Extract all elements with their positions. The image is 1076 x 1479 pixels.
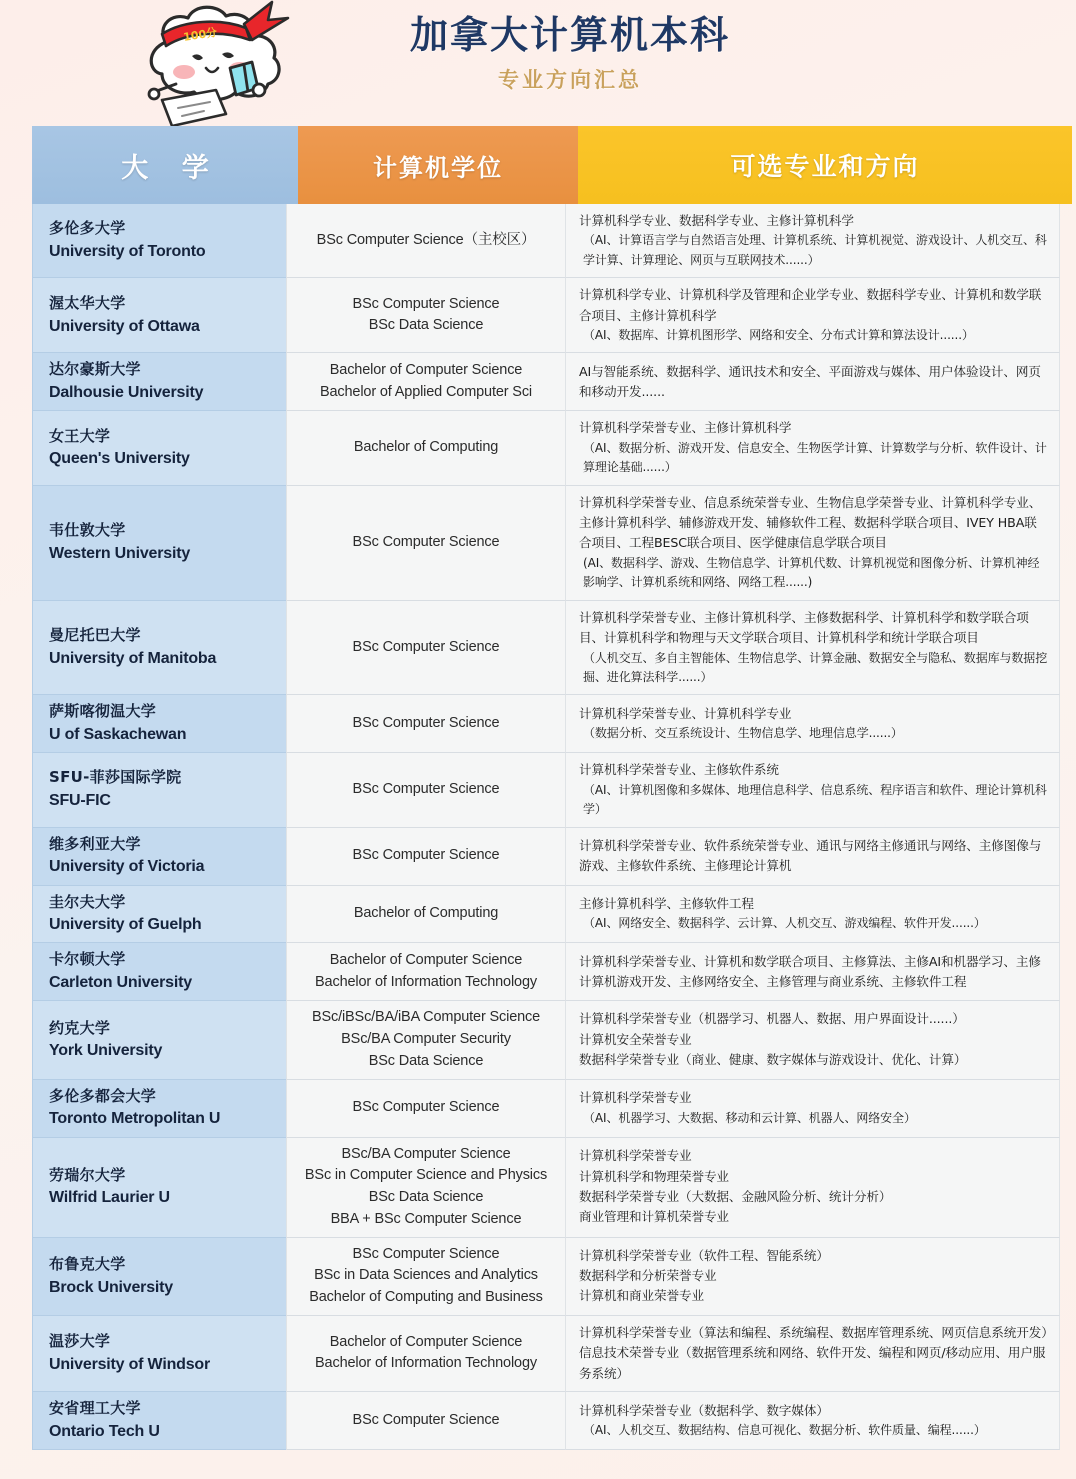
- degree-line: BSc Computer Science: [352, 847, 500, 864]
- degree-line: BSc Computer Science: [352, 1099, 500, 1116]
- column-header-degree: 计算机学位: [298, 126, 578, 204]
- university-name-cn: 渥太华大学: [49, 293, 126, 312]
- major-line: 主修计算机科学、主修软件工程: [579, 896, 754, 912]
- university-cell: [32, 1238, 286, 1316]
- university-name-cn: 约克大学: [49, 1018, 111, 1037]
- degree-line: BSc Computer Science（主校区）: [316, 231, 536, 248]
- major-line: 计算机科学荣誉专业: [579, 1090, 692, 1106]
- major-line: 计算机科学专业、计算机科学及管理和企业学专业、数据科学专业、计算机和数学联合项目、主修计算机科学: [579, 287, 1042, 323]
- degree-cell: [286, 411, 566, 485]
- major-line: 计算机科学荣誉专业、主修计算机科学、主修数据科学、计算机科学和数学联合项目、计算机科学和物理与天文学联合项目、计算机科学和统计学联合项目: [579, 609, 1029, 646]
- university-name-en: U of Saskachewan: [49, 726, 187, 744]
- major-line: (AI、数据科学、游戏、生物信息学、计算机代数、计算机视觉和图像分析、计算机神经影响学、计算机系统和网络、网络工程......): [583, 555, 1040, 590]
- major-line: 计算机科学荣誉专业、主修计算机科学: [579, 420, 792, 436]
- table-row: [32, 753, 1060, 827]
- major-line: 计算机科学荣誉专业: [579, 1148, 692, 1164]
- major-line: 计算机科学荣誉专业（机器学习、机器人、数据、用户界面设计......）: [579, 1011, 965, 1027]
- university-name-cn: 多伦多都会大学: [49, 1086, 157, 1105]
- majors-cell: [566, 695, 1060, 753]
- table-row: [32, 486, 1060, 601]
- column-header-majors: 可选专业和方向: [578, 126, 1072, 204]
- major-line: 计算机科学荣誉专业、软件系统荣誉专业、通讯与网络主修通讯与网络、主修图像与游戏、主修软件系统、主修理论计算机: [579, 837, 1042, 874]
- degree-line: Bachelor of Computing: [353, 905, 499, 922]
- degree-line: Bachelor of Computing and Business: [309, 1289, 543, 1306]
- degree-cell: [286, 753, 566, 827]
- university-name-en: Western University: [49, 544, 191, 562]
- major-line: （AI、人机交互、数据结构、信息可视化、数据分析、软件质量、编程......）: [583, 1422, 986, 1437]
- degree-line: Bachelor of Computing: [353, 439, 499, 456]
- major-line: （AI、计算机图像和多媒体、地理信息科学、信息系统、程序语言和软件、理论计算机科学）: [583, 782, 1047, 817]
- university-cell: [32, 1138, 286, 1238]
- table-row: [32, 278, 1060, 353]
- majors-cell: [566, 1080, 1060, 1138]
- degree-cell: [286, 886, 566, 944]
- major-line: 计算机科学和物理荣誉专业: [579, 1168, 729, 1184]
- major-line: （AI、数据库、计算机图形学、网络和安全、分布式计算和算法设计......）: [583, 328, 974, 343]
- university-name-en: University of Manitoba: [49, 649, 217, 667]
- majors-cell: [566, 353, 1060, 411]
- majors-cell: [566, 486, 1060, 601]
- majors-cell: [566, 1138, 1060, 1238]
- degree-line: Bachelor of Computer Science: [329, 1333, 523, 1350]
- university-name-cn: 安省理工大学: [49, 1399, 141, 1418]
- degree-cell: [286, 828, 566, 886]
- university-name-en: York University: [49, 1042, 163, 1060]
- degree-line: BSc Computer Science: [352, 781, 500, 798]
- degree-line: Bachelor of Information Technology: [315, 1355, 537, 1372]
- majors-cell: [566, 886, 1060, 944]
- table-row: [32, 1238, 1060, 1316]
- majors-cell: [566, 1001, 1060, 1079]
- degree-cell: [286, 278, 566, 353]
- degree-cell: [286, 601, 566, 696]
- majors-cell: [566, 601, 1060, 696]
- degree-line: BSc Data Science: [368, 1189, 484, 1206]
- university-cell: [32, 943, 286, 1001]
- majors-cell: [566, 278, 1060, 353]
- table-row: [32, 411, 1060, 485]
- university-name-cn: 温莎大学: [49, 1331, 111, 1350]
- university-name-en: Wilfrid Laurier U: [49, 1189, 170, 1207]
- major-line: 计算机科学荣誉专业、计算机和数学联合项目、主修算法、主修AI和机器学习、主修计算机游戏开发、主修网络安全、主修管理与商业系统、主修软件工程: [579, 953, 1041, 989]
- table-row: [32, 601, 1060, 696]
- degree-line: BSc Computer Science: [352, 1411, 500, 1428]
- university-name-en: Ontario Tech U: [49, 1422, 160, 1440]
- table-row: [32, 1001, 1060, 1079]
- majors-cell: [566, 943, 1060, 1001]
- degree-line: BSc Data Science: [368, 1052, 484, 1069]
- majors-cell: [566, 1392, 1060, 1450]
- degree-line: BSc in Computer Science and Physics: [304, 1167, 548, 1184]
- degree-line: BSc/BA Computer Security: [341, 1031, 511, 1048]
- degree-cell: [286, 1080, 566, 1138]
- degree-cell: [286, 1238, 566, 1316]
- headband-label: 100分: [182, 25, 219, 44]
- university-name-cn: 韦仕敦大学: [49, 521, 126, 540]
- university-name-cn: 曼尼托巴大学: [49, 626, 141, 645]
- majors-cell: [566, 1238, 1060, 1316]
- major-line: （AI、网络安全、数据科学、云计算、人机交互、游戏编程、软件开发......）: [583, 916, 986, 931]
- university-name-cn: 萨斯喀彻温大学: [49, 702, 157, 721]
- degree-line: BSc Computer Science: [352, 714, 500, 731]
- table-header-row: [32, 126, 1060, 204]
- programs-table: [32, 126, 1060, 1450]
- major-line: 计算机科学荣誉专业、信息系统荣誉专业、生物信息学荣誉专业、计算机科学专业、主修计算机科学、辅修游戏开发、辅修软件工程、数据科学联合项目、IVEY HBA联合项目、工程BESC联合项目、医学健康信息学联合项目: [579, 494, 1042, 551]
- degree-line: BSc Computer Science: [352, 295, 500, 312]
- degree-cell: [286, 1138, 566, 1238]
- column-header-university: 大 学: [32, 126, 298, 204]
- university-cell: [32, 1001, 286, 1079]
- degree-cell: [286, 204, 566, 278]
- university-name-en: SFU-FIC: [49, 792, 111, 810]
- major-line: 商业管理和计算机荣誉专业: [579, 1209, 729, 1225]
- university-name-en: University of Ottawa: [49, 317, 200, 335]
- major-line: 计算机科学荣誉专业、主修软件系统: [579, 762, 779, 778]
- university-name-cn: 劳瑞尔大学: [49, 1165, 126, 1184]
- major-line: 计算机科学荣誉专业、计算机科学专业: [579, 705, 792, 721]
- page-subtitle: 专业方向汇总: [498, 67, 642, 92]
- table-row: [32, 1138, 1060, 1238]
- table-row: [32, 828, 1060, 886]
- degree-cell: [286, 486, 566, 601]
- major-line: （AI、计算语言学与自然语言处理、计算机系统、计算机视觉、游戏设计、人机交互、科学计算、计算理论、网页与互联网技术......）: [583, 233, 1047, 267]
- title-block: [340, 14, 800, 94]
- university-name-en: Queen's University: [49, 450, 190, 468]
- university-name-en: University of Guelph: [49, 916, 202, 934]
- major-line: （AI、机器学习、大数据、移动和云计算、机器人、网络安全）: [583, 1110, 916, 1125]
- degree-line: BSc/BA Computer Science: [341, 1145, 511, 1162]
- major-line: AI与智能系统、数据科学、通讯技术和安全、平面游戏与媒体、用户体验设计、网页和移动开发......: [579, 363, 1041, 399]
- table-row: [32, 1392, 1060, 1450]
- degree-line: BSc Computer Science: [352, 638, 500, 655]
- university-name-en: University of Toronto: [49, 242, 206, 260]
- major-line: 数据科学和分析荣誉专业: [579, 1268, 717, 1284]
- university-cell: [32, 886, 286, 944]
- university-name-en: University of Victoria: [49, 858, 205, 876]
- major-line: （数据分析、交互系统设计、生物信息学、地理信息学......）: [583, 726, 903, 741]
- major-line: 信息技术荣誉专业（数据管理系统和网络、软件开发、编程和网页/移动应用、用户服务系统）: [579, 1345, 1046, 1381]
- table-row: [32, 943, 1060, 1001]
- table-row: [32, 1316, 1060, 1392]
- majors-cell: [566, 828, 1060, 886]
- degree-line: BSc Computer Science: [352, 533, 500, 550]
- university-name-en: Toronto Metropolitan U: [49, 1110, 221, 1128]
- majors-cell: [566, 204, 1060, 278]
- university-cell: [32, 695, 286, 753]
- university-cell: [32, 204, 286, 278]
- major-line: 计算机科学专业、数据科学专业、主修计算机科学: [579, 213, 854, 228]
- major-line: 计算机安全荣誉专业: [579, 1031, 692, 1047]
- major-line: 计算机和商业荣誉专业: [579, 1288, 704, 1304]
- table-body: [32, 204, 1060, 1450]
- university-cell: [32, 278, 286, 353]
- degree-line: Bachelor of Computer Science: [329, 362, 523, 379]
- university-cell: [32, 1392, 286, 1450]
- university-name-cn: 女王大学: [49, 426, 111, 445]
- university-name-cn: 达尔豪斯大学: [49, 360, 141, 379]
- university-cell: [32, 601, 286, 696]
- degree-line: BSc Data Science: [368, 317, 484, 334]
- university-cell: [32, 353, 286, 411]
- table-row: [32, 353, 1060, 411]
- mascot-icon: [96, 0, 316, 131]
- table-row: [32, 204, 1060, 278]
- university-name-cn: 布鲁克大学: [49, 1254, 126, 1273]
- university-name-cn: 卡尔顿大学: [49, 950, 126, 969]
- majors-cell: [566, 411, 1060, 485]
- university-cell: [32, 1080, 286, 1138]
- university-name-en: Carleton University: [49, 974, 192, 992]
- degree-line: BSc/iBSc/BA/iBA Computer Science: [311, 1009, 541, 1026]
- table-row: [32, 886, 1060, 944]
- university-name-en: University of Windsor: [49, 1355, 211, 1373]
- major-line: （人机交互、多自主智能体、生物信息学、计算金融、数据安全与隐私、数据库与数据挖掘、进化算法科学......）: [583, 650, 1048, 684]
- university-cell: [32, 411, 286, 485]
- major-line: 数据科学荣誉专业（大数据、金融风险分析、统计分析）: [579, 1189, 892, 1205]
- university-cell: [32, 753, 286, 827]
- degree-line: BSc Computer Science: [352, 1245, 500, 1262]
- table-row: [32, 695, 1060, 753]
- degree-line: Bachelor of Information Technology: [315, 973, 537, 990]
- university-name-cn: 圭尔夫大学: [49, 892, 126, 911]
- degree-line: BBA + BSc Computer Science: [330, 1210, 522, 1227]
- degree-line: BSc in Data Sciences and Analytics: [314, 1267, 538, 1284]
- major-line: 计算机科学荣誉专业（算法和编程、系统编程、数据库管理系统、网页信息系统开发）: [579, 1324, 1054, 1340]
- majors-cell: [566, 1316, 1060, 1392]
- university-cell: [32, 486, 286, 601]
- major-line: 计算机科学荣誉专业（数据科学、数字媒体）: [579, 1402, 829, 1418]
- degree-cell: [286, 695, 566, 753]
- degree-cell: [286, 943, 566, 1001]
- majors-cell: [566, 753, 1060, 827]
- university-name-cn: 维多利亚大学: [49, 834, 141, 853]
- university-cell: [32, 828, 286, 886]
- page-header: [0, 0, 1076, 126]
- degree-line: Bachelor of Computer Science: [329, 952, 523, 969]
- degree-cell: [286, 1392, 566, 1450]
- university-name-cn: 多伦多大学: [49, 219, 126, 238]
- page-title: 加拿大计算机本科: [409, 13, 730, 57]
- university-name-cn: SFU-菲莎国际学院: [49, 768, 182, 787]
- major-line: 计算机科学荣誉专业（软件工程、智能系统）: [579, 1247, 829, 1263]
- degree-cell: [286, 353, 566, 411]
- university-name-en: Dalhousie University: [49, 384, 204, 402]
- degree-cell: [286, 1316, 566, 1392]
- major-line: （AI、数据分析、游戏开发、信息安全、生物医学计算、计算数学与分析、软件设计、计算理论基础......）: [583, 440, 1047, 475]
- table-row: [32, 1080, 1060, 1138]
- degree-cell: [286, 1001, 566, 1079]
- university-cell: [32, 1316, 286, 1392]
- degree-line: Bachelor of Applied Computer Sci: [319, 383, 532, 400]
- major-line: 数据科学荣誉专业（商业、健康、数字媒体与游戏设计、优化、计算）: [579, 1052, 967, 1068]
- university-name-en: Brock University: [49, 1278, 173, 1296]
